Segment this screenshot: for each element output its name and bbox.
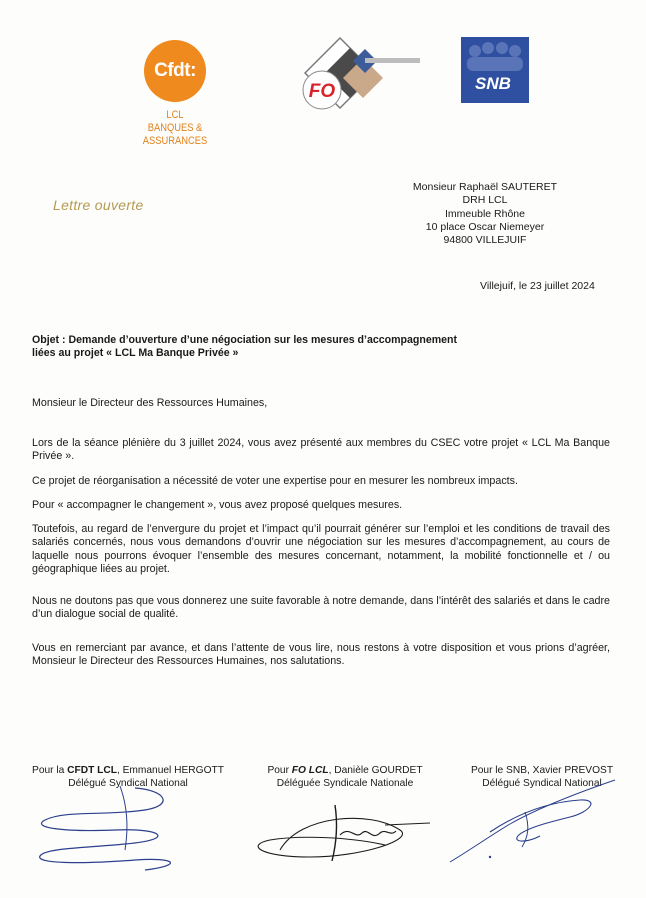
fo-logo-text: FO: [308, 81, 336, 102]
snb-people-icon: [461, 37, 529, 103]
snb-logo: [461, 37, 529, 103]
snb-logo-text: SNB: [475, 74, 511, 93]
recipient-line: Monsieur Raphaël SAUTERET: [412, 181, 558, 193]
fo-logo: [295, 33, 425, 123]
letter-subject: [32, 334, 502, 360]
signatory-role: Déléguée Syndicale Nationale: [276, 778, 414, 789]
signatory-role: Délégué Syndical National: [68, 778, 188, 789]
signatory-name: , Danièle GOURDET: [328, 765, 423, 776]
recipient-line: DRH LCL: [462, 194, 508, 207]
body-paragraph: Pour « accompagner le changement », vous avez proposé quelques mesures.: [32, 499, 403, 511]
signatory-line: [250, 764, 440, 777]
salutation: Monsieur le Directeur des Ressources Humaines,: [32, 397, 268, 409]
cfdt-logo-line1: LCL: [166, 109, 184, 121]
signatory-line: [28, 764, 228, 777]
signatory-line: Pour le SNB, Xavier PREVOST: [470, 765, 614, 776]
subject-line: liées au projet « LCL Ma Banque Privée »: [32, 347, 239, 359]
body-paragraph: Ce projet de réorganisation a nécessité de voter une expertise pour en mesurer les nombreux impacts.: [32, 475, 518, 487]
recipient-line: 94800 VILLEJUIF: [443, 234, 527, 247]
body-paragraph: Lors de la séance plénière du 3 juillet 2024, vous avez présenté aux membres du CSEC votre projet « LCL Ma Banque Privée ».: [32, 437, 610, 463]
signature-block-fo: [250, 764, 440, 790]
cfdt-logo: [110, 40, 240, 147]
signatory-org: FO LCL: [291, 765, 329, 776]
cfdt-logo-circle: Cfdt:: [144, 40, 206, 102]
recipient-line: 10 place Oscar Niemeyer: [425, 220, 545, 233]
signatory-prefix: Pour la: [32, 765, 68, 776]
signatory-prefix: Pour: [267, 765, 292, 776]
body-paragraph: Nous ne doutons pas que vous donnerez une suite favorable à notre demande, dans l’intérêt des salariés et dans le cadre d’un dialogue social de qualité.: [32, 595, 610, 621]
signature-cfdt-drawing: [25, 780, 215, 880]
signatory-org: CFDT LCL: [67, 765, 117, 776]
signature-snb-drawing: [430, 772, 630, 872]
subject-line: Objet : Demande d’ouverture d’une négociation sur les mesures d’accompagnement: [32, 334, 458, 346]
lettre-ouverte-title: Lettre ouverte: [53, 197, 144, 213]
letter-date: Villejuif, le 23 juillet 2024: [480, 280, 595, 292]
recipient-address: [380, 181, 590, 247]
body-paragraph: Vous en remerciant par avance, et dans l’attente de vous lire, nous restons à votre disposition et vous prions d’agréer, Monsieur le Directeur des Ressources Humaines, nos salutations.: [32, 642, 610, 668]
recipient-line: Immeuble Rhône: [445, 207, 525, 220]
body-paragraph: Toutefois, au regard de l’envergure du projet et l’impact qu’il pourrait générer sur l’emploi et les conditions de travail des salariés concernés, nous vous demandons d’ouvrir une négociation sur les mesures d’accompagnement, au cours de laquelle nous pourrons évoquer l’ensemble des mesures concernant, notamment, la mobilité fonctionnelle et / ou géographique liées au projet.: [32, 523, 610, 575]
cfdt-logo-line2: BANQUES & ASSURANCES: [142, 122, 208, 147]
signature-fo-drawing: [240, 795, 440, 875]
signatory-name: , Emmanuel HERGOTT: [116, 765, 224, 776]
signatory-role: Délégué Syndical National: [482, 778, 602, 789]
